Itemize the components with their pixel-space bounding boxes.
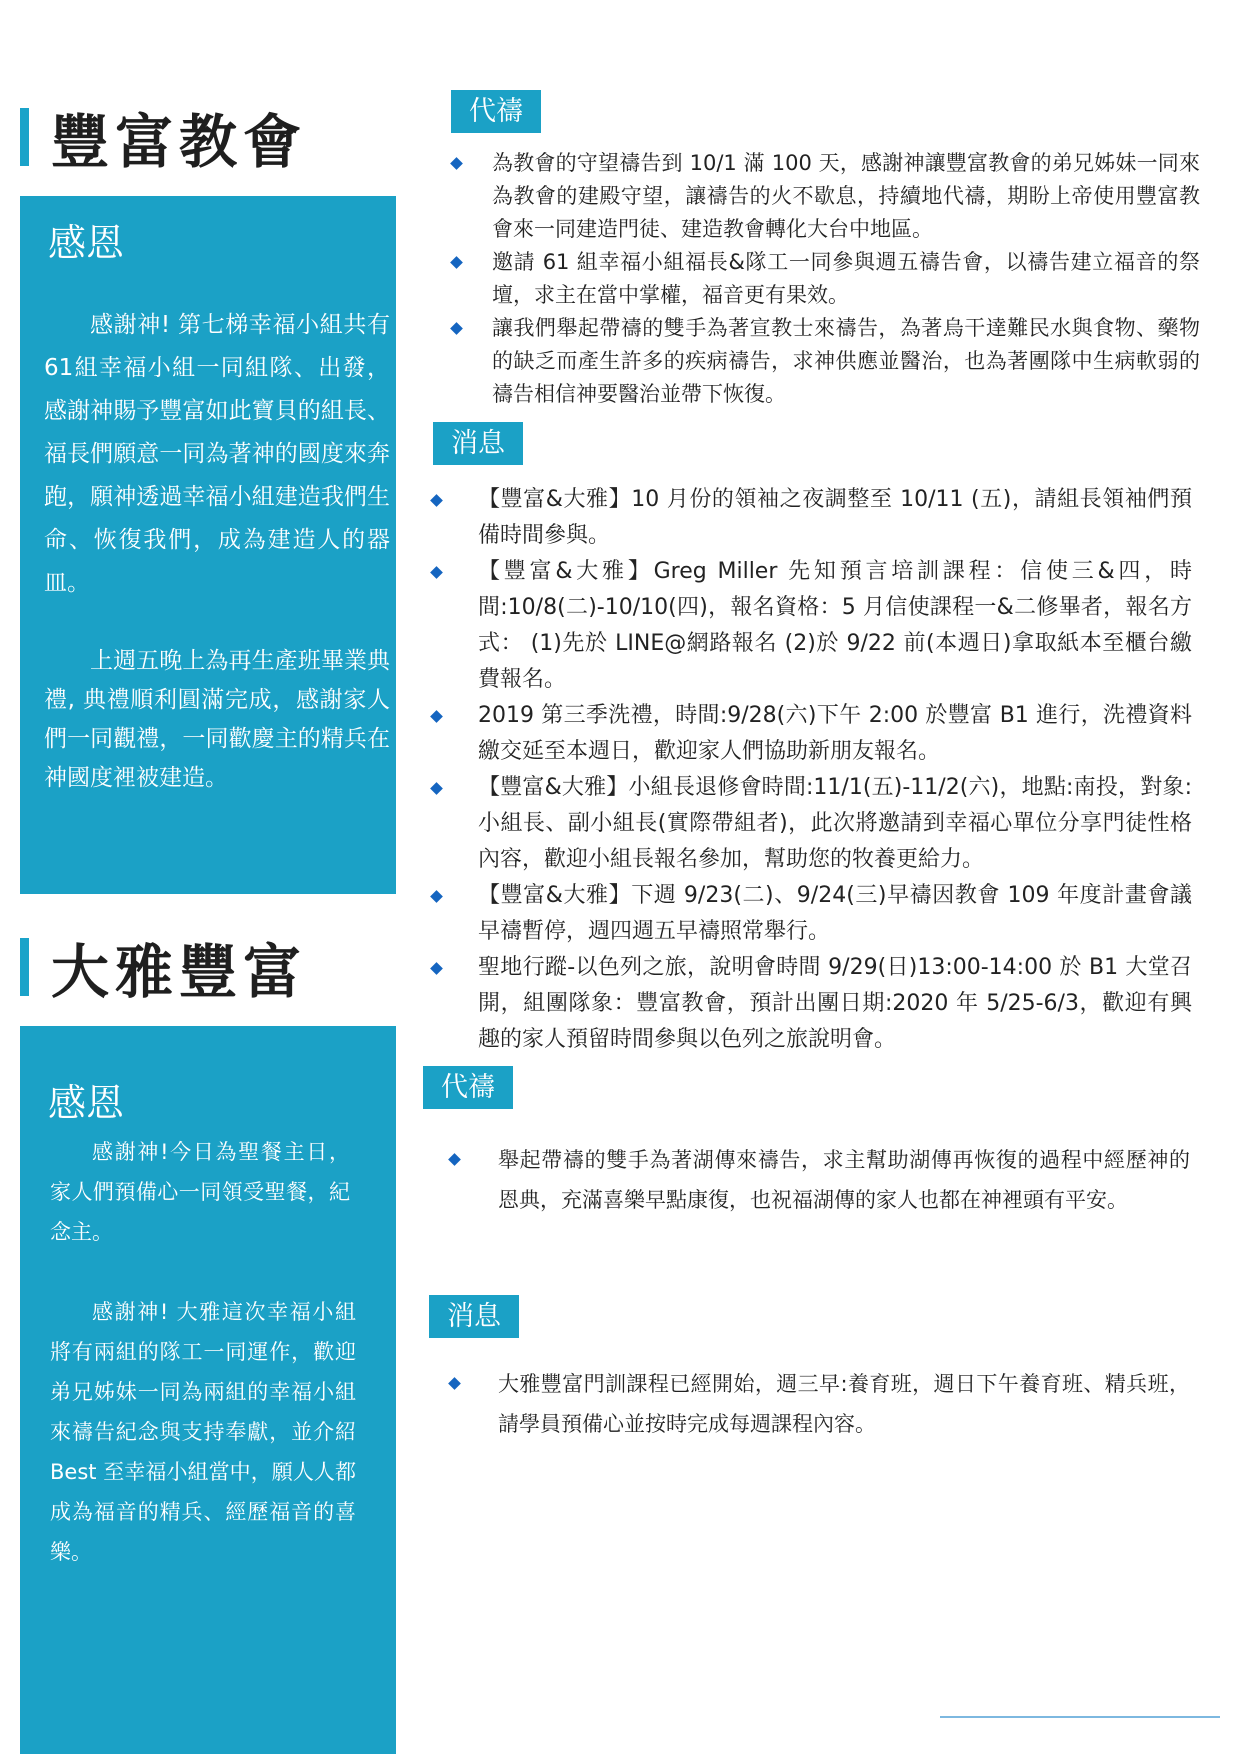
church1-news-label: 消息 xyxy=(433,422,523,465)
church2-heading-text: 大雅豐富 xyxy=(51,938,308,1006)
diamond-bullet-icon xyxy=(430,962,443,975)
church2-thanks-panel xyxy=(20,1026,396,1754)
list-item xyxy=(432,878,1192,950)
diamond-bullet-icon xyxy=(450,322,463,335)
diamond-bullet-icon xyxy=(430,782,443,795)
prayer-item-text: 舉起帶禱的雙手為著湖傳來禱告，求主幫助湖傳再恢復的過程中經歷神的恩典，充滿喜樂早點康復，也祝福湖傳的家人也都在神裡頭有平安。 xyxy=(498,1148,1190,1212)
church1-thanks-paragraph-1: 感謝神! 第七梯幸福小組共有61組幸福小組一同組隊、出發，感謝神賜予豐富如此寶貝的組長、福長們願意一同為著神的國度來奔跑，願神透過幸福小組建造我們生命、恢復我們，成為建造人的器皿。 xyxy=(44,312,390,596)
church2-prayer-list xyxy=(450,1140,1190,1220)
list-item xyxy=(432,770,1192,878)
list-item xyxy=(432,698,1192,770)
church1-prayer-list xyxy=(452,147,1200,411)
church1-news-list xyxy=(432,482,1192,1058)
news-item-text: 大雅豐富門訓課程已經開始，週三早:養育班，週日下午養育班、精兵班，請學員預備心並按時完成每週課程內容。 xyxy=(498,1372,1190,1436)
list-item xyxy=(450,1364,1190,1444)
church2-news-label: 消息 xyxy=(429,1295,519,1338)
prayer-item-text: 讓我們舉起帶禱的雙手為著宣教士來禱告，為著烏干達難民水與食物、藥物的缺乏而產生許多的疾病禱告，求神供應並醫治，也為著團隊中生病軟弱的禱告相信神要醫治並帶下恢復。 xyxy=(492,316,1200,406)
diamond-bullet-icon xyxy=(430,710,443,723)
list-item xyxy=(452,246,1200,312)
list-item xyxy=(452,312,1200,411)
news-item-text: 【豐富&大雅】10 月份的領袖之夜調整至 10/11 (五)，請組長領袖們預備時間參與。 xyxy=(478,487,1192,548)
church2-thanks-paragraph-2: 感謝神! 大雅這次幸福小組將有兩組的隊工一同運作，歡迎弟兄姊妹一同為兩組的幸福小組來禱告紀念與支持奉獻，並介紹 Best 至幸福小組當中，願人人都成為福音的精兵、經歷福音的喜樂。 xyxy=(50,1300,356,1564)
church2-prayer-label: 代禱 xyxy=(423,1066,513,1109)
diamond-bullet-icon xyxy=(450,256,463,269)
prayer-item-text: 邀請 61 組幸福小組福長&隊工一同參與週五禱告會，以禱告建立福音的祭壇，求主在當中掌權，福音更有果效。 xyxy=(492,250,1200,307)
diamond-bullet-icon xyxy=(430,566,443,579)
church1-thanks-title: 感恩 xyxy=(48,221,125,265)
church2-news-list xyxy=(450,1364,1190,1444)
list-item xyxy=(450,1140,1190,1220)
diamond-bullet-icon xyxy=(430,890,443,903)
list-item xyxy=(432,554,1192,698)
news-item-text: 聖地行蹤-以色列之旅，說明會時間 9/29(日)13:00-14:00 於 B1 大堂召開，組團隊象：豐富教會，預計出團日期:2020 年 5/25-6/3，歡迎有興趣的家人預留時間參與以色列之旅說明會。 xyxy=(478,955,1192,1052)
church2-thanks-title: 感恩 xyxy=(48,1081,125,1125)
heading-accent-bar xyxy=(20,108,29,166)
news-item-text: 2019 第三季洗禮，時間:9/28(六)下午 2:00 於豐富 B1 進行，洗禮資料繳交延至本週日，歡迎家人們協助新朋友報名。 xyxy=(478,703,1192,764)
diamond-bullet-icon xyxy=(448,1153,461,1166)
diamond-bullet-icon xyxy=(450,157,463,170)
church2-heading xyxy=(20,932,308,1006)
list-item xyxy=(432,950,1192,1058)
list-item xyxy=(432,482,1192,554)
news-item-text: 【豐富&大雅】Greg Miller 先知預言培訓課程：信使三&四，時間:10/8(二)-10/10(四)，報名資格：5 月信使課程一&二修畢者，報名方式： (1)先於 LINE@網路報名 (2)於 9/22 前(本週日)拿取紙本至櫃台繳費報名。 xyxy=(478,559,1192,692)
diamond-bullet-icon xyxy=(430,494,443,507)
footer-divider xyxy=(940,1716,1220,1718)
church1-thanks-paragraph-2: 上週五晚上為再生產班畢業典禮, 典禮順利圓滿完成，感謝家人們一同觀禮，一同歡慶主的精兵在神國度裡被建造。 xyxy=(44,648,390,791)
heading-accent-bar xyxy=(20,938,29,996)
diamond-bullet-icon xyxy=(448,1377,461,1390)
church1-prayer-label: 代禱 xyxy=(451,90,541,133)
church1-heading xyxy=(20,102,308,176)
news-item-text: 【豐富&大雅】小組長退修會時間:11/1(五)-11/2(六)，地點:南投，對象:小組長、副小組長(實際帶組者)，此次將邀請到幸福心單位分享門徒性格內容，歡迎小組長報名參加，幫助您的牧養更給力。 xyxy=(478,775,1192,872)
church2-thanks-paragraph-1: 感謝神!今日為聖餐主日，家人們預備心一同領受聖餐，紀念主。 xyxy=(50,1140,350,1244)
prayer-item-text: 為教會的守望禱告到 10/1 滿 100 天，感謝神讓豐富教會的弟兄姊妹一同來為教會的建殿守望，讓禱告的火不歇息，持續地代禱，期盼上帝使用豐富教會來一同建造門徒、建造教會轉化大台中地區。 xyxy=(492,151,1200,241)
news-item-text: 【豐富&大雅】下週 9/23(二)、9/24(三)早禱因教會 109 年度計畫會議早禱暫停，週四週五早禱照常舉行。 xyxy=(478,883,1192,944)
church1-heading-text: 豐富教會 xyxy=(51,108,308,176)
list-item xyxy=(452,147,1200,246)
church1-thanks-panel xyxy=(20,196,396,894)
